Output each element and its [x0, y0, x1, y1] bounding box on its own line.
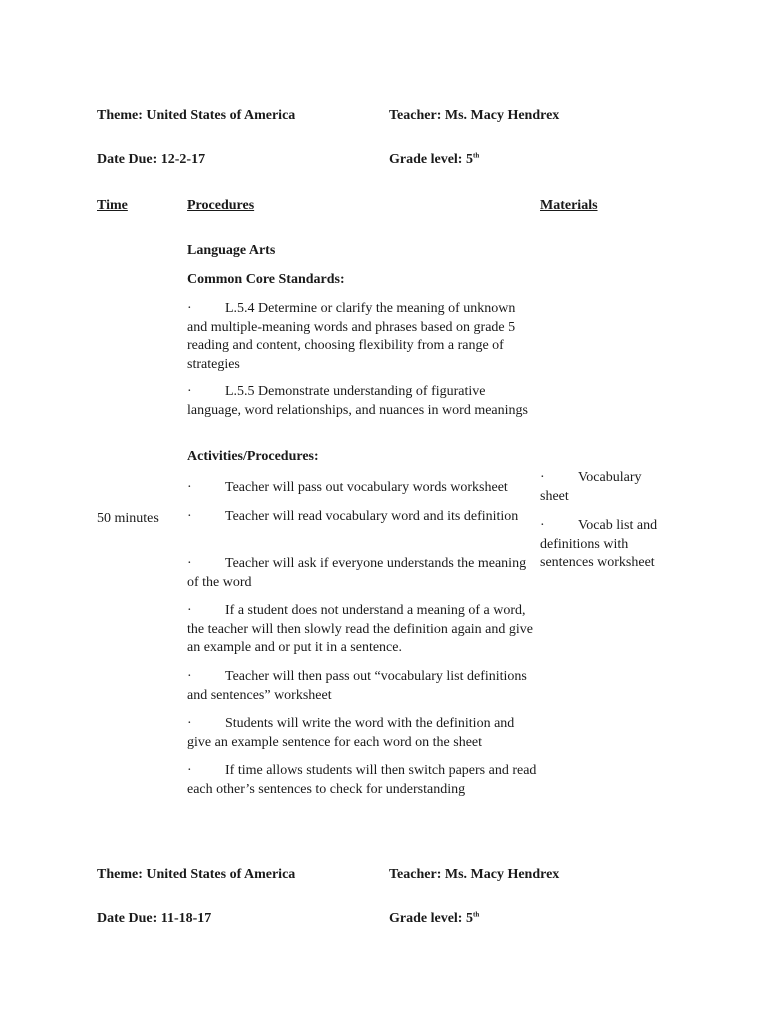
material-text: Vocabulary sheet — [540, 470, 642, 504]
bullet-icon: · — [187, 480, 192, 495]
grade-level-sup: th — [472, 910, 480, 919]
standard-item — [187, 383, 537, 420]
activity-item — [187, 479, 537, 498]
bullet-icon: · — [187, 763, 192, 778]
standard-text: L.5.5 Demonstrate understanding of figurative language, word relationships, and nuances in word meanings — [187, 384, 528, 418]
column-header-materials: Materials — [540, 198, 598, 213]
column-header-time: Time — [97, 198, 128, 213]
activities-heading: Activities/Procedures: — [187, 449, 319, 464]
grade-level-text: Grade level: 5 — [389, 911, 473, 926]
activity-text: Teacher will ask if everyone understands the meaning of the word — [187, 556, 527, 590]
bullet-icon: · — [187, 603, 192, 618]
bullet-icon: · — [187, 669, 192, 684]
grade-level-text: Grade level: 5 — [389, 152, 473, 167]
theme-label: Theme: United States of America — [97, 108, 296, 123]
material-item — [540, 469, 670, 506]
activity-text: Teacher will read vocabulary word and its definition — [225, 509, 519, 524]
standard-item — [187, 300, 537, 374]
standards-heading: Common Core Standards: — [187, 272, 345, 287]
teacher-label: Teacher: Ms. Macy Hendrex — [389, 108, 560, 123]
activity-text: Students will write the word with the definition and give an example sentence for each word on the sheet — [187, 716, 515, 750]
material-item — [540, 517, 670, 573]
bullet-icon: · — [187, 556, 192, 571]
material-text: Vocab list and definitions with sentences worksheet — [540, 518, 658, 570]
theme-label: Theme: United States of America — [97, 867, 296, 882]
subject-heading: Language Arts — [187, 243, 276, 258]
grade-level-label — [389, 152, 479, 168]
bullet-icon: · — [187, 716, 192, 731]
activity-item — [187, 555, 537, 592]
bullet-icon: · — [187, 384, 192, 399]
teacher-label: Teacher: Ms. Macy Hendrex — [389, 867, 560, 882]
grade-level-sup: th — [472, 151, 480, 160]
column-header-procedures: Procedures — [187, 198, 255, 213]
date-due-label: Date Due: 12-2-17 — [97, 152, 206, 167]
activity-item — [187, 715, 537, 752]
standard-text: L.5.4 Determine or clarify the meaning of unknown and multiple-meaning words and phrases based on grade 5 reading and content, choosing flexibility from a range of strategies — [187, 301, 516, 372]
time-value: 50 minutes — [97, 511, 159, 526]
activity-item — [187, 762, 537, 799]
activity-text: If a student does not understand a meaning of a word, the teacher will then slowly read the definition again and give an example and or put it in a sentence. — [187, 603, 533, 655]
activity-text: Teacher will pass out vocabulary words worksheet — [225, 480, 508, 495]
date-due-label: Date Due: 11-18-17 — [97, 911, 212, 926]
activity-text: Teacher will then pass out “vocabulary list definitions and sentences” worksheet — [187, 669, 527, 703]
activity-text: If time allows students will then switch papers and read each other’s sentences to check for understanding — [187, 763, 537, 797]
bullet-icon: · — [187, 301, 192, 316]
activity-item — [187, 602, 537, 658]
bullet-icon: · — [540, 470, 545, 485]
bullet-icon: · — [187, 509, 192, 524]
bullet-icon: · — [540, 518, 545, 533]
grade-level-label — [389, 911, 479, 927]
activity-item — [187, 508, 537, 527]
activity-item — [187, 668, 537, 705]
